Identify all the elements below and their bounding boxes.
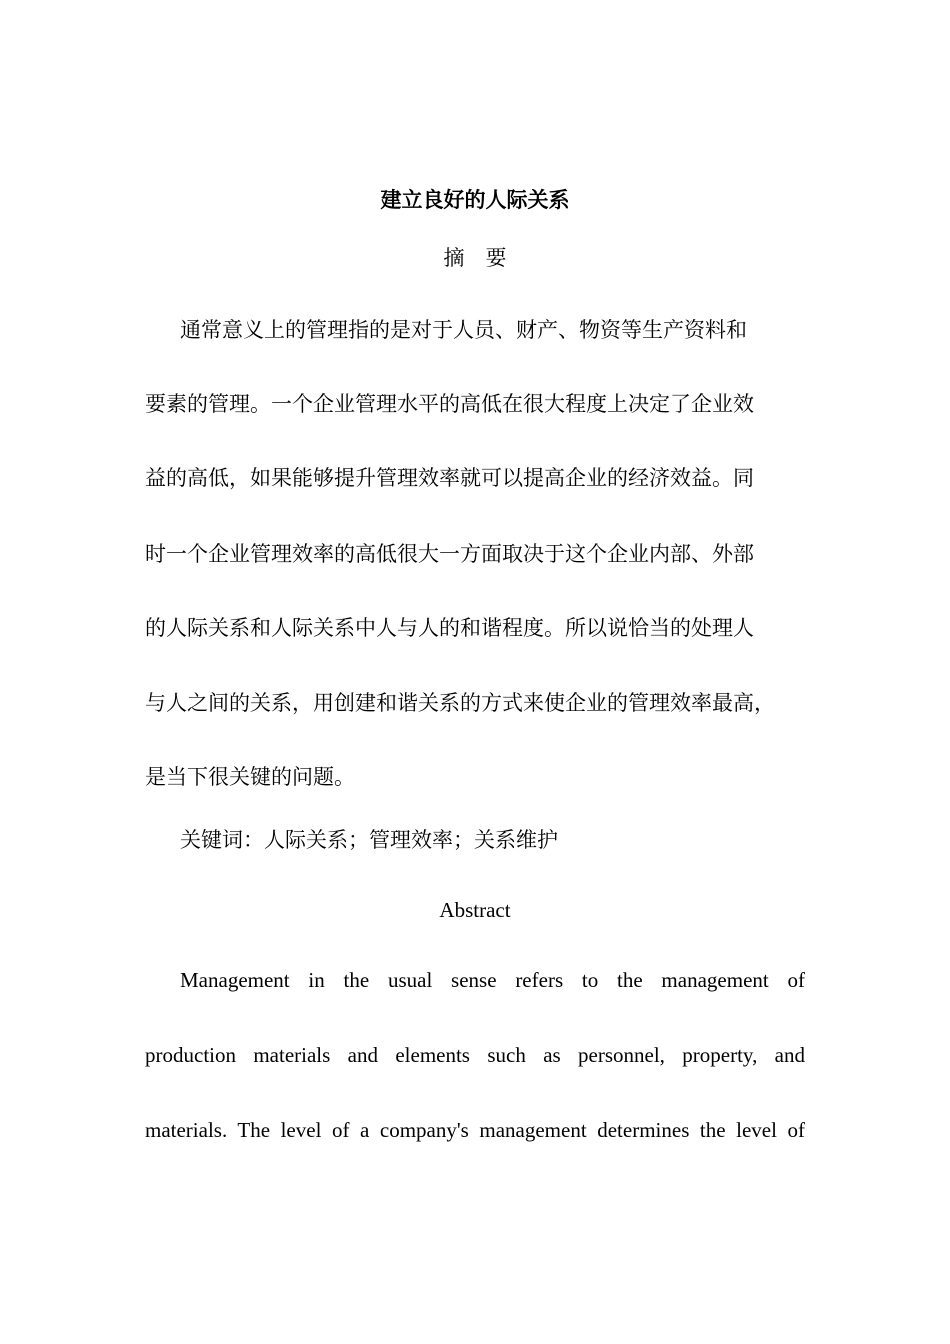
abstract-heading-cn: 摘 要 <box>443 246 507 270</box>
abstract-cn-line: 要素的管理。一个企业管理水平的高低在很大程度上决定了企业效 <box>145 392 754 416</box>
abstract-cn-line: 通常意义上的管理指的是对于人员、财产、物资等生产资料和 <box>180 318 747 342</box>
abstract-cn-line: 的人际关系和人际关系中人与人的和谐程度。所以说恰当的处理人 <box>145 616 754 640</box>
abstract-en-line: materials. The level of a company's management determines the level of <box>145 1118 805 1142</box>
abstract-cn-line: 时一个企业管理效率的高低很大一方面取决于这个企业内部、外部 <box>145 542 754 566</box>
abstract-heading-en: Abstract <box>439 898 511 922</box>
abstract-en-line: production materials and elements such as personnel, property, and <box>145 1043 805 1067</box>
abstract-cn-line: 益的高低，如果能够提升管理效率就可以提高企业的经济效益。同 <box>145 466 754 490</box>
abstract-cn-line: 是当下很关键的问题。 <box>145 765 355 789</box>
abstract-en-line: Management in the usual sense refers to the management of <box>180 968 805 992</box>
keywords-cn: 关键词：人际关系；管理效率；关系维护 <box>180 828 558 852</box>
abstract-cn-line: 与人之间的关系，用创建和谐关系的方式来使企业的管理效率最高， <box>145 691 775 715</box>
document-title: 建立良好的人际关系 <box>380 187 570 212</box>
